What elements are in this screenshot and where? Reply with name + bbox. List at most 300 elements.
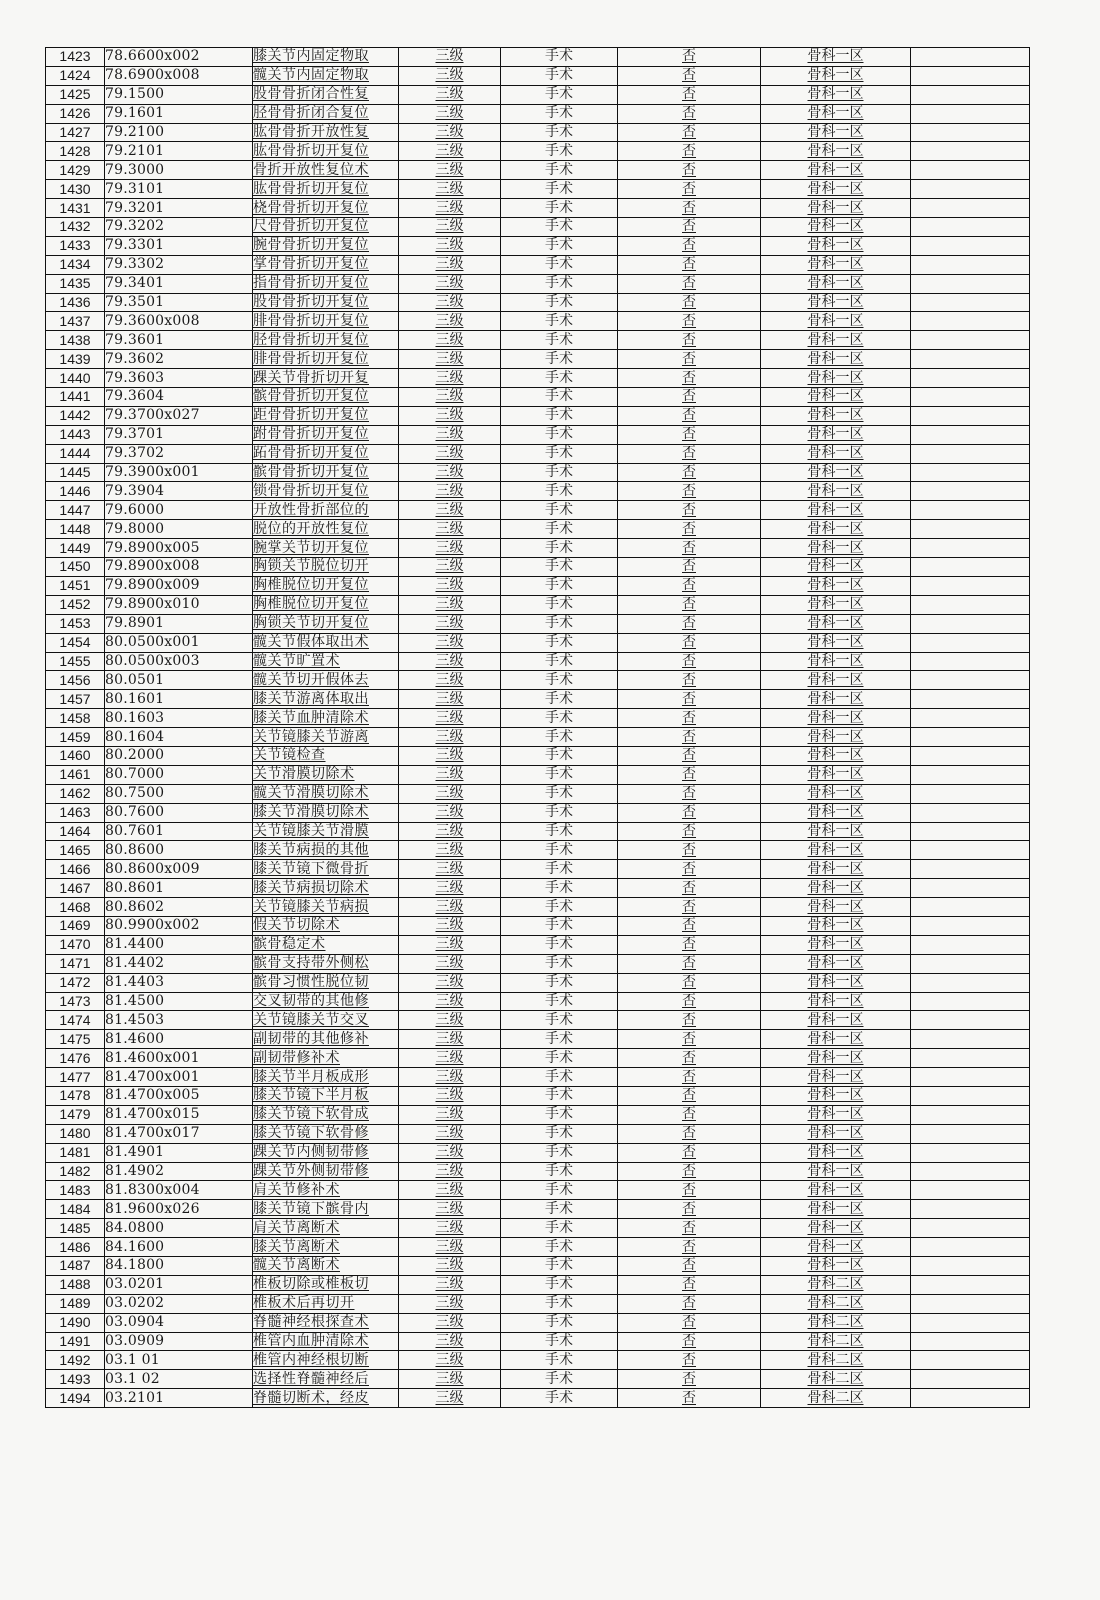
procedure-level: 三级 xyxy=(399,520,501,539)
yes-no-flag: 否 xyxy=(618,142,761,161)
procedure-level: 三级 xyxy=(399,652,501,671)
note-cell xyxy=(911,671,1030,690)
row-index: 1468 xyxy=(46,898,105,917)
procedure-level: 三级 xyxy=(399,123,501,142)
department: 骨科一区 xyxy=(761,973,911,992)
row-index: 1438 xyxy=(46,331,105,350)
table-row xyxy=(46,255,1030,274)
department: 骨科一区 xyxy=(761,992,911,1011)
procedure-code: 80.0500x001 xyxy=(105,633,253,652)
department: 骨科一区 xyxy=(761,576,911,595)
table-row xyxy=(46,576,1030,595)
department: 骨科一区 xyxy=(761,879,911,898)
procedure-name: 髋关节离断术 xyxy=(253,1257,399,1276)
table-row xyxy=(46,236,1030,255)
row-index: 1426 xyxy=(46,104,105,123)
procedure-level: 三级 xyxy=(399,841,501,860)
department: 骨科一区 xyxy=(761,728,911,747)
procedure-name: 膝关节滑膜切除术 xyxy=(253,803,399,822)
procedure-type: 手术 xyxy=(501,652,618,671)
note-cell xyxy=(911,123,1030,142)
table-row xyxy=(46,1370,1030,1389)
procedure-code: 84.1600 xyxy=(105,1238,253,1257)
table-row xyxy=(46,66,1030,85)
row-index: 1451 xyxy=(46,576,105,595)
row-index: 1476 xyxy=(46,1049,105,1068)
note-cell xyxy=(911,841,1030,860)
procedure-level: 三级 xyxy=(399,558,501,577)
yes-no-flag: 否 xyxy=(618,1370,761,1389)
procedure-name: 关节镜膝关节交叉 xyxy=(253,1011,399,1030)
procedure-name: 胸椎脱位切开复位 xyxy=(253,595,399,614)
yes-no-flag: 否 xyxy=(618,1275,761,1294)
procedure-type: 手术 xyxy=(501,898,618,917)
row-index: 1427 xyxy=(46,123,105,142)
note-cell xyxy=(911,614,1030,633)
procedure-level: 三级 xyxy=(399,274,501,293)
procedure-type: 手术 xyxy=(501,482,618,501)
procedure-type: 手术 xyxy=(501,1124,618,1143)
table-row xyxy=(46,879,1030,898)
procedure-name: 髋关节旷置术 xyxy=(253,652,399,671)
department: 骨科一区 xyxy=(761,671,911,690)
yes-no-flag: 否 xyxy=(618,66,761,85)
department: 骨科一区 xyxy=(761,1068,911,1087)
row-index: 1449 xyxy=(46,539,105,558)
procedure-level: 三级 xyxy=(399,728,501,747)
department: 骨科一区 xyxy=(761,161,911,180)
yes-no-flag: 否 xyxy=(618,388,761,407)
yes-no-flag: 否 xyxy=(618,860,761,879)
procedure-name: 锁骨骨折切开复位 xyxy=(253,482,399,501)
note-cell xyxy=(911,1068,1030,1087)
procedure-code: 81.4901 xyxy=(105,1143,253,1162)
procedure-name: 髋关节内固定物取 xyxy=(253,66,399,85)
table-row xyxy=(46,690,1030,709)
row-index: 1434 xyxy=(46,255,105,274)
procedure-type: 手术 xyxy=(501,312,618,331)
table-row xyxy=(46,898,1030,917)
department: 骨科一区 xyxy=(761,539,911,558)
yes-no-flag: 否 xyxy=(618,463,761,482)
procedure-level: 三级 xyxy=(399,1049,501,1068)
procedure-type: 手术 xyxy=(501,1313,618,1332)
procedure-level: 三级 xyxy=(399,973,501,992)
note-cell xyxy=(911,1030,1030,1049)
note-cell xyxy=(911,1219,1030,1238)
table-row xyxy=(46,444,1030,463)
procedure-name: 髌骨骨折切开复位 xyxy=(253,463,399,482)
yes-no-flag: 否 xyxy=(618,558,761,577)
procedure-type: 手术 xyxy=(501,369,618,388)
row-index: 1467 xyxy=(46,879,105,898)
procedure-code: 79.3101 xyxy=(105,180,253,199)
department: 骨科一区 xyxy=(761,1086,911,1105)
procedure-type: 手术 xyxy=(501,1105,618,1124)
row-index: 1423 xyxy=(46,48,105,67)
procedure-name: 关节滑膜切除术 xyxy=(253,765,399,784)
row-index: 1440 xyxy=(46,369,105,388)
yes-no-flag: 否 xyxy=(618,709,761,728)
procedure-name: 跗骨骨折切开复位 xyxy=(253,425,399,444)
row-index: 1437 xyxy=(46,312,105,331)
table-row xyxy=(46,501,1030,520)
procedure-level: 三级 xyxy=(399,803,501,822)
procedure-code: 79.1500 xyxy=(105,85,253,104)
procedure-type: 手术 xyxy=(501,1389,618,1408)
procedure-level: 三级 xyxy=(399,1370,501,1389)
department: 骨科一区 xyxy=(761,1162,911,1181)
table-row xyxy=(46,312,1030,331)
yes-no-flag: 否 xyxy=(618,671,761,690)
procedure-level: 三级 xyxy=(399,48,501,67)
procedure-code: 79.3302 xyxy=(105,255,253,274)
note-cell xyxy=(911,274,1030,293)
department: 骨科一区 xyxy=(761,595,911,614)
yes-no-flag: 否 xyxy=(618,1332,761,1351)
table-row xyxy=(46,728,1030,747)
yes-no-flag: 否 xyxy=(618,595,761,614)
note-cell xyxy=(911,501,1030,520)
procedure-type: 手术 xyxy=(501,85,618,104)
procedure-level: 三级 xyxy=(399,1068,501,1087)
department: 骨科一区 xyxy=(761,1030,911,1049)
procedure-code: 79.8900x005 xyxy=(105,539,253,558)
procedure-code: 78.6600x002 xyxy=(105,48,253,67)
procedure-name: 肱骨骨折开放性复 xyxy=(253,123,399,142)
department: 骨科一区 xyxy=(761,66,911,85)
procedure-code: 03.0201 xyxy=(105,1275,253,1294)
note-cell xyxy=(911,1332,1030,1351)
procedure-code: 79.3401 xyxy=(105,274,253,293)
table-row xyxy=(46,784,1030,803)
table-row xyxy=(46,388,1030,407)
procedure-name: 髋关节切开假体去 xyxy=(253,671,399,690)
row-index: 1462 xyxy=(46,784,105,803)
procedure-name: 膝关节病损切除术 xyxy=(253,879,399,898)
procedure-type: 手术 xyxy=(501,803,618,822)
department: 骨科一区 xyxy=(761,614,911,633)
procedure-name: 髌骨骨折切开复位 xyxy=(253,388,399,407)
procedure-name: 膝关节镜下软骨成 xyxy=(253,1105,399,1124)
department: 骨科一区 xyxy=(761,444,911,463)
procedure-level: 三级 xyxy=(399,388,501,407)
department: 骨科一区 xyxy=(761,633,911,652)
procedure-type: 手术 xyxy=(501,463,618,482)
department: 骨科二区 xyxy=(761,1275,911,1294)
procedure-code: 79.3700x027 xyxy=(105,406,253,425)
note-cell xyxy=(911,1181,1030,1200)
procedure-level: 三级 xyxy=(399,784,501,803)
row-index: 1432 xyxy=(46,218,105,237)
table-row xyxy=(46,671,1030,690)
procedure-level: 三级 xyxy=(399,331,501,350)
row-index: 1474 xyxy=(46,1011,105,1030)
table-row xyxy=(46,123,1030,142)
table-row xyxy=(46,199,1030,218)
procedure-name: 腓骨骨折切开复位 xyxy=(253,312,399,331)
note-cell xyxy=(911,595,1030,614)
procedure-code: 80.8602 xyxy=(105,898,253,917)
procedure-level: 三级 xyxy=(399,142,501,161)
department: 骨科一区 xyxy=(761,841,911,860)
row-index: 1491 xyxy=(46,1332,105,1351)
procedure-level: 三级 xyxy=(399,746,501,765)
yes-no-flag: 否 xyxy=(618,1351,761,1370)
procedure-type: 手术 xyxy=(501,860,618,879)
yes-no-flag: 否 xyxy=(618,1105,761,1124)
procedure-name: 椎管内血肿清除术 xyxy=(253,1332,399,1351)
yes-no-flag: 否 xyxy=(618,312,761,331)
procedure-code: 79.3201 xyxy=(105,199,253,218)
yes-no-flag: 否 xyxy=(618,199,761,218)
row-index: 1494 xyxy=(46,1389,105,1408)
table-row xyxy=(46,1086,1030,1105)
procedure-code: 03.2101 xyxy=(105,1389,253,1408)
procedure-name: 肱骨骨折切开复位 xyxy=(253,180,399,199)
note-cell xyxy=(911,1257,1030,1276)
yes-no-flag: 否 xyxy=(618,1219,761,1238)
procedure-type: 手术 xyxy=(501,1049,618,1068)
procedure-code: 03.0904 xyxy=(105,1313,253,1332)
procedure-name: 髌骨习惯性脱位韧 xyxy=(253,973,399,992)
procedure-code: 79.8900x009 xyxy=(105,576,253,595)
table-row xyxy=(46,48,1030,67)
department: 骨科一区 xyxy=(761,48,911,67)
procedure-type: 手术 xyxy=(501,293,618,312)
row-index: 1452 xyxy=(46,595,105,614)
procedure-level: 三级 xyxy=(399,822,501,841)
row-index: 1481 xyxy=(46,1143,105,1162)
row-index: 1485 xyxy=(46,1219,105,1238)
procedure-level: 三级 xyxy=(399,180,501,199)
procedure-level: 三级 xyxy=(399,1200,501,1219)
procedure-code: 80.8601 xyxy=(105,879,253,898)
procedure-name: 胸锁关节切开复位 xyxy=(253,614,399,633)
procedure-level: 三级 xyxy=(399,633,501,652)
department: 骨科一区 xyxy=(761,142,911,161)
procedure-code: 81.4700x005 xyxy=(105,1086,253,1105)
department: 骨科一区 xyxy=(761,1219,911,1238)
procedure-code: 80.7601 xyxy=(105,822,253,841)
procedure-name: 腓骨骨折切开复位 xyxy=(253,350,399,369)
procedure-name: 膝关节镜下髌骨内 xyxy=(253,1200,399,1219)
procedure-name: 髌骨支持带外侧松 xyxy=(253,954,399,973)
yes-no-flag: 否 xyxy=(618,916,761,935)
procedure-level: 三级 xyxy=(399,595,501,614)
row-index: 1425 xyxy=(46,85,105,104)
table-row xyxy=(46,161,1030,180)
procedure-level: 三级 xyxy=(399,312,501,331)
table-row xyxy=(46,1294,1030,1313)
procedure-code: 81.8300x004 xyxy=(105,1181,253,1200)
row-index: 1471 xyxy=(46,954,105,973)
procedure-code: 79.8901 xyxy=(105,614,253,633)
table-body xyxy=(46,48,1030,1408)
note-cell xyxy=(911,1143,1030,1162)
procedure-name: 距骨骨折切开复位 xyxy=(253,406,399,425)
row-index: 1450 xyxy=(46,558,105,577)
procedure-code: 03.1 02 xyxy=(105,1370,253,1389)
procedure-code: 79.3501 xyxy=(105,293,253,312)
row-index: 1424 xyxy=(46,66,105,85)
procedure-type: 手术 xyxy=(501,123,618,142)
procedure-code: 79.3701 xyxy=(105,425,253,444)
table-row xyxy=(46,406,1030,425)
table-row xyxy=(46,520,1030,539)
department: 骨科一区 xyxy=(761,388,911,407)
table-row xyxy=(46,765,1030,784)
procedure-level: 三级 xyxy=(399,1219,501,1238)
procedure-name: 髋关节假体取出术 xyxy=(253,633,399,652)
yes-no-flag: 否 xyxy=(618,1068,761,1087)
procedure-level: 三级 xyxy=(399,1313,501,1332)
procedure-name: 胫骨骨折闭合复位 xyxy=(253,104,399,123)
procedure-code: 79.6000 xyxy=(105,501,253,520)
yes-no-flag: 否 xyxy=(618,954,761,973)
note-cell xyxy=(911,1086,1030,1105)
row-index: 1472 xyxy=(46,973,105,992)
table-row xyxy=(46,633,1030,652)
procedure-level: 三级 xyxy=(399,1143,501,1162)
procedure-code: 79.2100 xyxy=(105,123,253,142)
procedure-level: 三级 xyxy=(399,1351,501,1370)
department: 骨科二区 xyxy=(761,1370,911,1389)
table-row xyxy=(46,1219,1030,1238)
row-index: 1492 xyxy=(46,1351,105,1370)
yes-no-flag: 否 xyxy=(618,104,761,123)
yes-no-flag: 否 xyxy=(618,1313,761,1332)
table-row xyxy=(46,746,1030,765)
procedure-type: 手术 xyxy=(501,709,618,728)
row-index: 1445 xyxy=(46,463,105,482)
procedure-type: 手术 xyxy=(501,1181,618,1200)
yes-no-flag: 否 xyxy=(618,765,761,784)
department: 骨科一区 xyxy=(761,123,911,142)
row-index: 1431 xyxy=(46,199,105,218)
row-index: 1428 xyxy=(46,142,105,161)
table-row xyxy=(46,709,1030,728)
row-index: 1453 xyxy=(46,614,105,633)
note-cell xyxy=(911,784,1030,803)
procedure-code: 80.9900x002 xyxy=(105,916,253,935)
yes-no-flag: 否 xyxy=(618,973,761,992)
note-cell xyxy=(911,482,1030,501)
procedure-type: 手术 xyxy=(501,66,618,85)
procedure-code: 79.2101 xyxy=(105,142,253,161)
note-cell xyxy=(911,425,1030,444)
department: 骨科一区 xyxy=(761,463,911,482)
yes-no-flag: 否 xyxy=(618,1030,761,1049)
procedure-level: 三级 xyxy=(399,690,501,709)
procedure-level: 三级 xyxy=(399,425,501,444)
procedure-level: 三级 xyxy=(399,1294,501,1313)
procedure-type: 手术 xyxy=(501,274,618,293)
department: 骨科一区 xyxy=(761,218,911,237)
procedure-type: 手术 xyxy=(501,199,618,218)
table-row xyxy=(46,1030,1030,1049)
procedure-level: 三级 xyxy=(399,1030,501,1049)
note-cell xyxy=(911,728,1030,747)
row-index: 1446 xyxy=(46,482,105,501)
department: 骨科一区 xyxy=(761,1200,911,1219)
yes-no-flag: 否 xyxy=(618,1238,761,1257)
procedure-type: 手术 xyxy=(501,180,618,199)
yes-no-flag: 否 xyxy=(618,350,761,369)
row-index: 1488 xyxy=(46,1275,105,1294)
procedure-type: 手术 xyxy=(501,1351,618,1370)
yes-no-flag: 否 xyxy=(618,255,761,274)
procedure-code: 84.1800 xyxy=(105,1257,253,1276)
note-cell xyxy=(911,558,1030,577)
procedure-code: 81.4600x001 xyxy=(105,1049,253,1068)
procedure-level: 三级 xyxy=(399,161,501,180)
table-row xyxy=(46,369,1030,388)
procedure-type: 手术 xyxy=(501,614,618,633)
note-cell xyxy=(911,218,1030,237)
procedure-level: 三级 xyxy=(399,85,501,104)
procedure-name: 副韧带的其他修补 xyxy=(253,1030,399,1049)
procedure-name: 胸椎脱位切开复位 xyxy=(253,576,399,595)
yes-no-flag: 否 xyxy=(618,652,761,671)
yes-no-flag: 否 xyxy=(618,576,761,595)
table-row xyxy=(46,1143,1030,1162)
department: 骨科一区 xyxy=(761,1011,911,1030)
procedure-code: 79.3604 xyxy=(105,388,253,407)
row-index: 1459 xyxy=(46,728,105,747)
table-row xyxy=(46,274,1030,293)
yes-no-flag: 否 xyxy=(618,1389,761,1408)
procedure-level: 三级 xyxy=(399,293,501,312)
table-row xyxy=(46,1238,1030,1257)
note-cell xyxy=(911,746,1030,765)
note-cell xyxy=(911,180,1030,199)
note-cell xyxy=(911,992,1030,1011)
procedure-level: 三级 xyxy=(399,1086,501,1105)
department: 骨科一区 xyxy=(761,331,911,350)
yes-no-flag: 否 xyxy=(618,803,761,822)
note-cell xyxy=(911,1124,1030,1143)
department: 骨科一区 xyxy=(761,501,911,520)
row-index: 1464 xyxy=(46,822,105,841)
procedure-type: 手术 xyxy=(501,576,618,595)
row-index: 1436 xyxy=(46,293,105,312)
procedure-level: 三级 xyxy=(399,765,501,784)
procedure-level: 三级 xyxy=(399,539,501,558)
yes-no-flag: 否 xyxy=(618,444,761,463)
note-cell xyxy=(911,973,1030,992)
note-cell xyxy=(911,1370,1030,1389)
procedure-type: 手术 xyxy=(501,1200,618,1219)
procedure-name: 膝关节半月板成形 xyxy=(253,1068,399,1087)
procedure-code: 80.1603 xyxy=(105,709,253,728)
note-cell xyxy=(911,1049,1030,1068)
table-row xyxy=(46,539,1030,558)
row-index: 1442 xyxy=(46,406,105,425)
row-index: 1441 xyxy=(46,388,105,407)
procedure-type: 手术 xyxy=(501,1257,618,1276)
procedure-level: 三级 xyxy=(399,1124,501,1143)
procedure-type: 手术 xyxy=(501,595,618,614)
table-row xyxy=(46,1049,1030,1068)
procedure-code: 03.0909 xyxy=(105,1332,253,1351)
yes-no-flag: 否 xyxy=(618,1181,761,1200)
note-cell xyxy=(911,822,1030,841)
row-index: 1470 xyxy=(46,935,105,954)
note-cell xyxy=(911,236,1030,255)
department: 骨科一区 xyxy=(761,312,911,331)
table-row xyxy=(46,1332,1030,1351)
